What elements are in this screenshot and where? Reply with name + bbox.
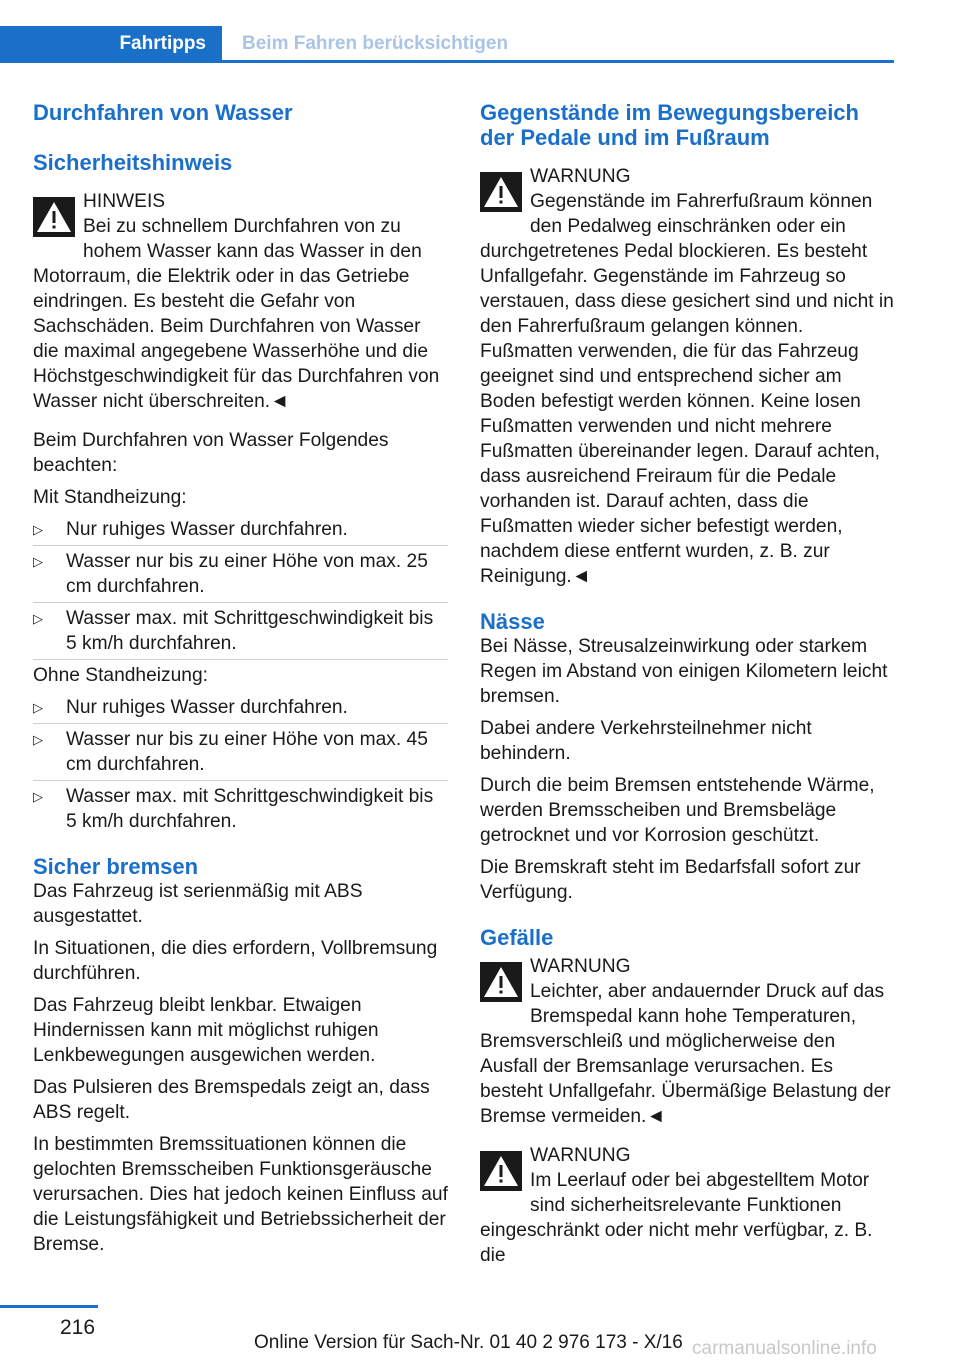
page-header [0,26,894,62]
triangle-bullet-icon: ▷ [33,522,43,537]
chapter-tab: Fahrtipps [0,26,222,62]
wet-paragraph: Die Bremskraft steht im Bedarfsfall sofort zur Verfügung. [480,857,861,903]
warning-label: WARNUNG [530,1145,631,1166]
list-item: ▷ Wasser nur bis zu einer Höhe von max. 45 cm durchfahren. [33,727,448,777]
triangle-bullet-icon: ▷ [33,700,43,715]
triangle-bullet-icon: ▷ [33,611,43,626]
without-heating-list [33,695,448,834]
section-tab: Beim Fahren berücksichtigen [242,33,509,54]
warning-box [480,164,895,589]
warning-triangle-icon [480,1151,522,1191]
section-title-water: Durchfahren von Wasser [33,100,293,125]
wet-paragraph: Bei Nässe, Streusalzeinwirkung oder starkem Regen im Abstand von einigen Kilometern leicht bremsen. [480,636,888,707]
warning-text: Im Leerlauf oder bei abgestelltem Motor sind sicherheitsrelevante Funktionen eingeschränkt oder nicht mehr verfügbar, z. B. die [480,1170,873,1266]
safety-heading: Sicherheitshinweis [33,150,233,175]
triangle-bullet-icon: ▷ [33,554,43,569]
list-item: ▷ Wasser nur bis zu einer Höhe von max. 25 cm durchfahren. [33,549,448,599]
brake-paragraph: Das Fahrzeug ist serienmäßig mit ABS ausgestattet. [33,881,363,927]
water-intro: Beim Durchfahren von Wasser Folgendes beachten: [33,430,389,476]
wet-heading: Nässe [480,609,545,634]
warning-text: Leichter, aber andauernder Druck auf das Bremspedal kann hohe Temperaturen, Bremsverschleiß und möglicherweise den Ausfall der Bremsanlage verursachen. Es besteht Unfallgefahr. Übermäßige Belastung der Bremse vermeiden.◄ [480,981,891,1127]
brake-paragraph: Das Pulsieren des Bremspedals zeigt an, dass ABS regelt. [33,1077,430,1123]
brake-paragraph: Das Fahrzeug bleibt lenkbar. Etwaigen Hindernissen kann mit möglichst ruhigen Lenkbewegungen ausgewichen werden. [33,995,379,1066]
slope-heading: Gefälle [480,925,554,950]
left-column [33,100,448,1264]
page-number: 216 [60,1316,96,1339]
notice-text: Bei zu schnellem Durchfahren von zu hohem Wasser kann das Wasser in den Motorraum, die Elektrik oder in das Getriebe eindringen. Es besteht die Gefahr von Sachschäden. Beim Durchfahren von Wasser die maximal angegebene Wasserhöhe und die Höchstgeschwindigkeit für das Durchfahren von Wasser nicht überschreiten.◄ [33,216,440,412]
triangle-bullet-icon: ▷ [33,789,43,804]
list-item: ▷ Nur ruhiges Wasser durchfahren. [33,517,448,542]
warning-triangle-icon [480,172,522,212]
warning-text: Gegenstände im Fahrerfußraum können den Pedalweg einschränken oder ein durchgetretenes Pedal blockieren. Es besteht Unfallgefahr. Gegenstände im Fahrzeug so verstauen, dass diese gesichert sind und nicht in den Fahrerfußraum gelangen können. Fußmatten verwenden, die für das Fahrzeug geeignet sind und entsprechend sicher am Boden befestigt werden können. Keine losen Fußmatten verwenden und nicht mehrere Fußmatten übereinander legen. Darauf achten, dass ausreichend Freiraum für die Pedale vorhanden ist. Darauf achten, dass die Fußmatten wieder sicher befestigt werden, nachdem diese entfernt wurden, z. B. zur Reinigung.◄ [480,191,894,587]
list-item: ▷ Nur ruhiges Wasser durchfahren. [33,695,448,720]
warning-box [480,1143,895,1268]
brake-heading: Sicher bremsen [33,854,199,879]
list-item: ▷ Wasser max. mit Schrittgeschwindigkeit bis 5 km/h durchfahren. [33,786,434,832]
warning-label: WARNUNG [530,956,631,977]
wet-paragraph: Durch die beim Bremsen entstehende Wärme, werden Bremsscheiben und Bremsbeläge getrocknet und vor Korrosion geschützt. [480,775,875,846]
notice-label: HINWEIS [83,191,166,212]
header-rule [0,60,894,63]
online-version-note: Online Version für Sach-Nr. 01 40 2 976 173 - X/16 [254,1332,683,1353]
without-heating-label: Ohne Standheizung: [33,665,208,686]
right-column [480,100,895,1282]
warning-triangle-icon [480,962,522,1002]
section-title-pedals: Gegenstände im Bewegungsbereich der Pedale und im Fußraum [480,100,859,150]
with-heating-label: Mit Standheizung: [33,487,187,508]
brake-paragraph: In bestimmten Bremssituationen können die gelochten Bremsscheiben Funktionsgeräusche verursachen. Dies hat jedoch keinen Einfluss auf die Leistungsfähigkeit und Betriebssicherheit der Bremse. [33,1134,448,1255]
wet-paragraph: Dabei andere Verkehrsteilnehmer nicht behindern. [480,718,812,764]
footer-rule [0,1305,98,1308]
triangle-bullet-icon: ▷ [33,732,43,747]
watermark: carmanualsonline.info [692,1338,877,1359]
warning-label: WARNUNG [530,166,631,187]
list-item: ▷ Wasser max. mit Schrittgeschwindigkeit bis 5 km/h durchfahren. [33,606,448,656]
with-heating-list [33,517,448,656]
warning-triangle-icon [33,197,75,237]
brake-paragraph: In Situationen, die dies erfordern, Vollbremsung durchführen. [33,938,438,984]
warning-box [480,954,895,1129]
notice-box [33,189,448,414]
